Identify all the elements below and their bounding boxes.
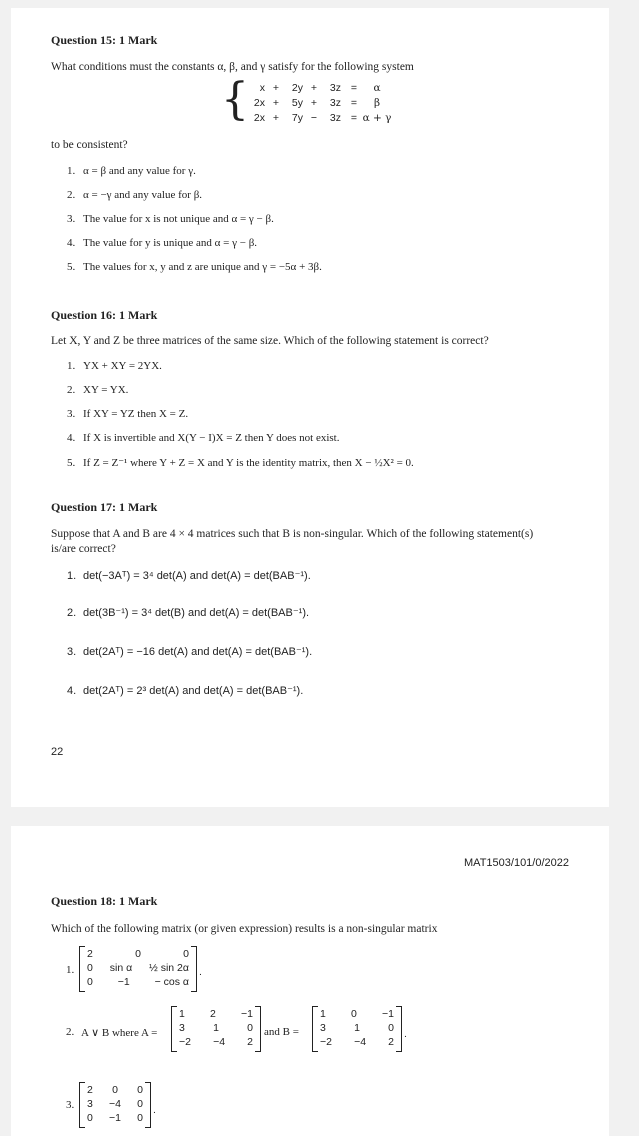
q16-option-1[interactable]: 1. YX + XY = 2YX.: [67, 360, 162, 372]
matrix-cell: 0: [247, 1022, 253, 1034]
system-term: −: [310, 112, 317, 124]
system-term: 2x: [253, 97, 265, 109]
matrix-cell: 0: [112, 1084, 118, 1096]
q17-option-1[interactable]: 1. det(−3Aᵀ) = 3⁴ det(A) and det(A) = det(BAB⁻¹).: [67, 570, 311, 582]
matrix-row: [320, 1022, 394, 1034]
document-page-1: [11, 8, 609, 807]
matrix-row: [179, 1022, 253, 1034]
right-bracket: [191, 946, 197, 992]
matrix-cell: 2: [247, 1036, 253, 1048]
matrix-cell: −1: [241, 1008, 253, 1020]
q15-title: Question 15: 1 Mark: [51, 33, 158, 47]
matrix-row: [320, 1036, 394, 1048]
q18-title: Question 18: 1 Mark: [51, 894, 158, 908]
matrix-row: [87, 962, 189, 974]
page-number: 22: [51, 746, 64, 758]
matrix-cell: 3: [87, 1098, 93, 1110]
right-bracket: [255, 1006, 261, 1052]
q16-option-5[interactable]: 5. If Z = Z⁻¹ where Y + Z = X and Y is the identity matrix, then X − ½X² = 0.: [67, 457, 414, 469]
matrix-cell: 1: [320, 1008, 326, 1020]
q15-after: to be consistent?: [51, 139, 128, 151]
system-term: 3z: [329, 82, 341, 94]
q18-option-2-label: A ∨ B where A =: [81, 1027, 158, 1039]
matrix-b: [312, 1006, 402, 1052]
system-equation-row: [243, 112, 403, 127]
option-text: The value for x is not unique and α = γ − β.: [83, 213, 274, 225]
q15-system: [221, 74, 405, 132]
option-text: If Z = Z⁻¹ where Y + Z = X and Y is the identity matrix, then X − ½X² = 0.: [83, 457, 414, 469]
matrix-row: [320, 1008, 394, 1020]
matrix-cell: 0: [87, 962, 93, 974]
q15-option-2[interactable]: 2. α = −γ and any value for β.: [67, 189, 203, 201]
option-text: The value for y is unique and α = γ − β.: [83, 237, 258, 249]
matrix-row: [87, 1112, 143, 1124]
matrix-cell: ½ sin 2α: [149, 962, 189, 974]
q18-option-2-mid: and B =: [264, 1026, 299, 1038]
q17-option-4[interactable]: 4. det(2Aᵀ) = 2³ det(A) and det(A) = det(BAB⁻¹).: [67, 685, 304, 697]
matrix-row: [87, 948, 189, 960]
system-term: α + γ: [362, 112, 392, 124]
right-bracket: [145, 1082, 151, 1128]
q15-option-5[interactable]: 5. The values for x, y and z are unique and γ = −5α + 3β.: [67, 261, 322, 273]
option-text: α = −γ and any value for β.: [83, 189, 203, 201]
matrix-cell: 1: [179, 1008, 185, 1020]
matrix-row: [87, 1098, 143, 1110]
system-term: 5y: [291, 97, 303, 109]
matrix-cell: 0: [351, 1008, 357, 1020]
q15-option-1[interactable]: 1. α = β and any value for γ.: [67, 165, 196, 177]
q17-title: Question 17: 1 Mark: [51, 500, 158, 514]
left-bracket: [171, 1006, 177, 1052]
matrix-cell: 2: [87, 948, 93, 960]
q16-option-2[interactable]: 2. XY = YX.: [67, 384, 129, 396]
matrix-cell: −4: [109, 1098, 121, 1110]
system-term: α: [373, 82, 381, 94]
system-term: +: [272, 97, 279, 109]
matrix-cell: −4: [354, 1036, 367, 1048]
system-term: x: [259, 82, 265, 94]
option-text: YX + XY = 2YX.: [83, 360, 162, 372]
matrix-cell: 0: [183, 948, 189, 960]
matrix-cell: 1: [354, 1022, 360, 1034]
system-term: =: [350, 112, 357, 124]
matrix-cell: 2: [210, 1008, 216, 1020]
q17-option-2[interactable]: 2. det(3B⁻¹) = 3⁴ det(B) and det(A) = det(BAB⁻¹).: [67, 607, 310, 619]
system-term: 2y: [291, 82, 303, 94]
matrix-cell: 3: [320, 1022, 326, 1034]
q18-option-1-matrix: [79, 946, 197, 992]
q18-option-2-number[interactable]: 2.: [66, 1026, 75, 1038]
q17-option-3[interactable]: 3. det(2Aᵀ) = −16 det(A) and det(A) = det(BAB⁻¹).: [67, 646, 313, 658]
q18-option-3-end: .: [153, 1104, 156, 1116]
matrix-cell: −1: [382, 1008, 394, 1020]
matrix-a: [171, 1006, 261, 1052]
matrix-cell: 3: [179, 1022, 185, 1034]
left-bracket: [79, 1082, 85, 1128]
matrix-cell: 0: [135, 948, 141, 960]
q18-option-1-number[interactable]: 1.: [66, 964, 75, 976]
matrix-row: [87, 976, 189, 988]
matrix-cell: 0: [87, 1112, 93, 1124]
matrix-row: [87, 1084, 143, 1096]
q15-option-3[interactable]: 3. The value for x is not unique and α = γ − β.: [67, 213, 274, 225]
system-term: 3z: [329, 112, 341, 124]
q16-option-3[interactable]: 3. If XY = YZ then X = Z.: [67, 408, 189, 420]
q18-option-3-number[interactable]: 3.: [66, 1099, 75, 1111]
option-text: If X is invertible and X(Y − I)X = Z then Y does not exist.: [83, 432, 340, 444]
matrix-row: [179, 1036, 253, 1048]
option-text: det(3B⁻¹) = 3⁴ det(B) and det(A) = det(BAB⁻¹).: [83, 607, 310, 619]
matrix-cell: 0: [87, 976, 93, 988]
matrix-row: [179, 1008, 253, 1020]
option-text: If XY = YZ then X = Z.: [83, 408, 189, 420]
system-term: +: [310, 97, 317, 109]
matrix-cell: −2: [179, 1036, 191, 1048]
q17-prompt-line1: Suppose that A and B are 4 × 4 matrices such that B is non-singular. Which of the following statement(s): [51, 528, 534, 540]
matrix-cell: 2: [87, 1084, 93, 1096]
option-text: det(2Aᵀ) = 2³ det(A) and det(A) = det(BAB⁻¹).: [83, 685, 304, 697]
option-text: The values for x, y and z are unique and γ = −5α + 3β.: [83, 261, 322, 273]
matrix-cell: 0: [137, 1098, 143, 1110]
q16-prompt: Let X, Y and Z be three matrices of the same size. Which of the following statement is correct?: [51, 335, 489, 347]
q18-option-2-end: .: [404, 1028, 407, 1040]
matrix-cell: −1: [117, 976, 130, 988]
matrix-cell: −2: [320, 1036, 332, 1048]
option-text: XY = YX.: [83, 384, 129, 396]
system-term: =: [350, 97, 357, 109]
matrix-cell: 1: [213, 1022, 219, 1034]
document-page-2: [11, 826, 609, 1136]
q18-option-3-matrix: [79, 1082, 151, 1128]
matrix-cell: −1: [109, 1112, 121, 1124]
option-text: det(−3Aᵀ) = 3⁴ det(A) and det(A) = det(BAB⁻¹).: [83, 570, 311, 582]
q16-option-4[interactable]: 4. If X is invertible and X(Y − I)X = Z then Y does not exist.: [67, 432, 340, 444]
q18-prompt: Which of the following matrix (or given expression) results is a non-singular matrix: [51, 923, 438, 935]
option-text: α = β and any value for γ.: [83, 165, 196, 177]
q15-option-4[interactable]: 4. The value for y is unique and α = γ − β.: [67, 237, 258, 249]
q15-prompt: What conditions must the constants α, β, and γ satisfy for the following system: [51, 61, 414, 73]
system-term: +: [272, 82, 279, 94]
system-term: 2x: [253, 112, 265, 124]
course-code-header: MAT1503/101/0/2022: [464, 857, 569, 869]
matrix-cell: −4: [213, 1036, 226, 1048]
system-term: 7y: [291, 112, 303, 124]
brace-icon: {: [221, 74, 249, 125]
system-term: β: [373, 97, 381, 109]
matrix-cell: 0: [388, 1022, 394, 1034]
q17-prompt-line2: is/are correct?: [51, 543, 116, 555]
matrix-cell: 0: [137, 1084, 143, 1096]
system-term: +: [310, 82, 317, 94]
q18-option-1-end: .: [199, 966, 202, 978]
system-equation-row: [243, 97, 403, 112]
option-text: det(2Aᵀ) = −16 det(A) and det(A) = det(BAB⁻¹).: [83, 646, 313, 658]
matrix-cell: 2: [388, 1036, 394, 1048]
matrix-cell: sin α: [109, 962, 133, 974]
system-term: 3z: [329, 97, 341, 109]
left-bracket: [312, 1006, 318, 1052]
system-equation-row: [243, 82, 403, 97]
matrix-cell: 0: [137, 1112, 143, 1124]
q16-title: Question 16: 1 Mark: [51, 308, 158, 322]
system-term: =: [350, 82, 357, 94]
system-term: +: [272, 112, 279, 124]
right-bracket: [396, 1006, 402, 1052]
matrix-cell: − cos α: [154, 976, 189, 988]
left-bracket: [79, 946, 85, 992]
